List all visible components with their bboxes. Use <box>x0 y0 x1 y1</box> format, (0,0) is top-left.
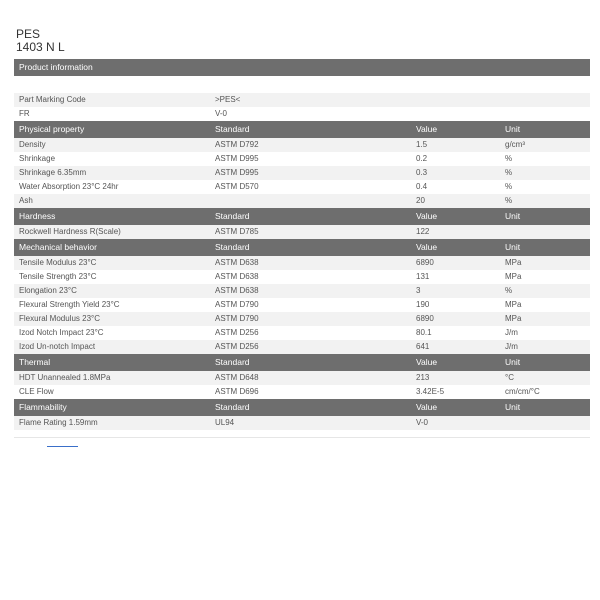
property-unit: % <box>505 182 513 191</box>
property-standard: ASTM D638 <box>215 258 259 267</box>
table-row <box>14 312 590 326</box>
property-name: CLE Flow <box>19 387 54 396</box>
section-header <box>14 121 590 138</box>
property-standard: ASTM D570 <box>215 182 259 191</box>
property-name: Shrinkage <box>19 154 56 163</box>
property-unit: MPa <box>505 314 522 323</box>
property-name: Part Marking Code <box>19 95 86 104</box>
property-unit: % <box>505 196 513 205</box>
table-bottom-divider <box>14 437 590 438</box>
property-name: Density <box>19 140 46 149</box>
property-name: Elongation 23°C <box>19 286 77 295</box>
column-unit: Unit <box>505 124 521 134</box>
property-name: Izod Un-notch Impact <box>19 342 96 351</box>
table-row <box>14 326 590 340</box>
property-value: 6890 <box>416 258 434 267</box>
property-unit: MPa <box>505 300 522 309</box>
property-value: 1.5 <box>416 140 428 149</box>
product-info-header <box>14 59 590 76</box>
table-row <box>14 225 590 239</box>
table-row <box>14 166 590 180</box>
property-value: >PES< <box>215 95 241 104</box>
table-row <box>14 298 590 312</box>
property-unit: J/m <box>505 328 518 337</box>
property-value: 190 <box>416 300 430 309</box>
property-value: 3 <box>416 286 421 295</box>
property-value: 213 <box>416 373 430 382</box>
table-row <box>14 340 590 354</box>
section-header <box>14 208 590 225</box>
property-standard: ASTM D696 <box>215 387 259 396</box>
property-name: Tensile Strength 23°C <box>19 272 97 281</box>
property-unit: MPa <box>505 272 522 281</box>
property-value: 6890 <box>416 314 434 323</box>
property-standard: ASTM D638 <box>215 286 259 295</box>
product-info-title: Product information <box>19 62 93 72</box>
property-unit: °C <box>505 373 514 382</box>
property-name: Flame Rating 1.59mm <box>19 418 98 427</box>
property-value: V-0 <box>215 109 228 118</box>
column-unit: Unit <box>505 211 521 221</box>
table-row <box>14 385 590 399</box>
property-standard: UL94 <box>215 418 235 427</box>
column-standard: Standard <box>215 357 250 367</box>
property-standard: ASTM D792 <box>215 140 259 149</box>
property-value: 122 <box>416 227 430 236</box>
property-standard: ASTM D648 <box>215 373 259 382</box>
column-value: Value <box>416 124 438 134</box>
property-name: Izod Notch Impact 23°C <box>19 328 104 337</box>
column-unit: Unit <box>505 402 521 412</box>
table-row <box>14 194 590 208</box>
property-name: Ash <box>19 196 33 205</box>
column-unit: Unit <box>505 357 521 367</box>
spacer <box>14 76 590 93</box>
table-row <box>14 270 590 284</box>
table-row <box>14 284 590 298</box>
property-value: V-0 <box>416 418 429 427</box>
property-name: HDT Unannealed 1.8MPa <box>19 373 111 382</box>
property-unit: g/cm³ <box>505 140 525 149</box>
property-standard: ASTM D256 <box>215 328 259 337</box>
column-unit: Unit <box>505 242 521 252</box>
property-unit: % <box>505 154 513 163</box>
table-row <box>14 93 590 107</box>
property-value: 0.4 <box>416 182 428 191</box>
table-row <box>14 416 590 430</box>
property-sections <box>14 121 590 430</box>
column-standard: Standard <box>215 124 250 134</box>
table-row <box>14 152 590 166</box>
property-value: 641 <box>416 342 430 351</box>
table-row <box>14 180 590 194</box>
property-value: 0.2 <box>416 154 428 163</box>
section-title: Mechanical behavior <box>19 242 97 252</box>
section-header <box>14 354 590 371</box>
property-value: 3.42E-5 <box>416 387 445 396</box>
property-standard: ASTM D790 <box>215 300 259 309</box>
property-unit: MPa <box>505 258 522 267</box>
column-standard: Standard <box>215 211 250 221</box>
property-standard: ASTM D790 <box>215 314 259 323</box>
property-standard: ASTM D995 <box>215 154 259 163</box>
property-unit: % <box>505 168 513 177</box>
property-unit: cm/cm/°C <box>505 387 540 396</box>
datasheet-table <box>14 59 590 438</box>
property-standard: ASTM D256 <box>215 342 259 351</box>
property-name: Tensile Modulus 23°C <box>19 258 97 267</box>
section-title: Hardness <box>19 211 56 221</box>
property-value: 80.1 <box>416 328 432 337</box>
table-row <box>14 138 590 152</box>
property-value: 0.3 <box>416 168 428 177</box>
property-standard: ASTM D638 <box>215 272 259 281</box>
section-title: Thermal <box>19 357 51 367</box>
table-row <box>14 107 590 121</box>
section-header <box>14 399 590 416</box>
column-value: Value <box>416 402 438 412</box>
property-unit: % <box>505 286 513 295</box>
column-value: Value <box>416 357 438 367</box>
table-row <box>14 371 590 385</box>
property-standard: ASTM D785 <box>215 227 259 236</box>
column-value: Value <box>416 242 438 252</box>
property-name: Flexural Modulus 23°C <box>19 314 101 323</box>
section-header <box>14 239 590 256</box>
property-value: 131 <box>416 272 430 281</box>
column-standard: Standard <box>215 242 250 252</box>
property-name: Water Absorption 23°C 24hr <box>19 182 119 191</box>
property-name: Rockwell Hardness R(Scale) <box>19 227 121 236</box>
column-standard: Standard <box>215 402 250 412</box>
column-value: Value <box>416 211 438 221</box>
product-grade: 1403 N L <box>16 40 65 54</box>
table-row <box>14 256 590 270</box>
section-title: Physical property <box>19 124 85 134</box>
product-family: PES <box>16 27 41 41</box>
property-name: Shrinkage 6.35mm <box>19 168 87 177</box>
footer-link[interactable] <box>47 446 78 447</box>
property-standard: ASTM D995 <box>215 168 259 177</box>
property-unit: J/m <box>505 342 518 351</box>
product-title <box>16 28 65 54</box>
property-name: FR <box>19 109 30 118</box>
section-title: Flammability <box>19 402 67 412</box>
property-name: Flexural Strength Yield 23°C <box>19 300 120 309</box>
property-value: 20 <box>416 196 425 205</box>
